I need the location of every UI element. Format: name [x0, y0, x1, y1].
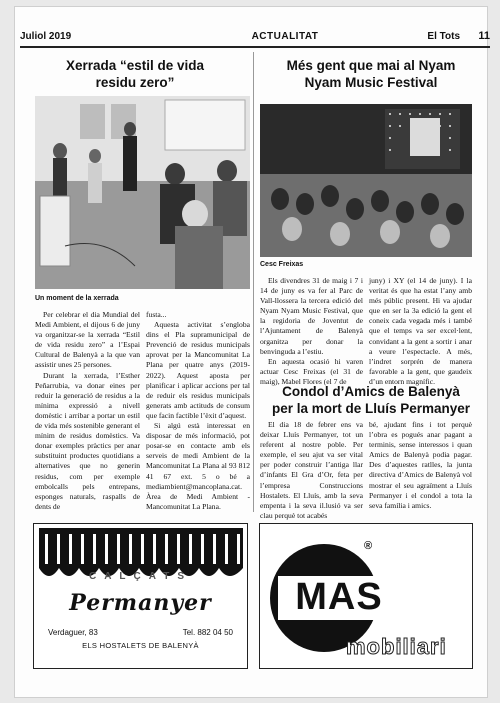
ad-permanyer: [33, 523, 248, 669]
article2-column1: Els divendres 31 de maig i 7 i 14 de juny es va fer al Parc de Vall-llossera la tercera edició del Nyam Nyam Music Festival, que la regidoria de Joventut de l’Ajuntament de Balenyà organitza per donar la benvinguda a l’estiu. En aquesta ocasió hi varen actuar Cesc Freixas (el 31 de maig), Mabel Flores (el 7 de: [260, 276, 363, 386]
article-title-music-festival: Més gent que mai al Nyam Nyam Music Festival: [286, 58, 456, 90]
mas-brand: MAS: [295, 576, 383, 618]
ad-town: ELS HOSTALETS DE BALENYÀ: [82, 641, 199, 650]
page-header: [20, 28, 490, 44]
ad-address: Verdaguer, 83: [48, 628, 98, 637]
ad-phone: Tel. 882 04 50: [182, 628, 233, 637]
article-title-condolence: Condol d’Amics de Balenyà per la mort de Lluís Permanyer: [271, 384, 471, 416]
photo-caption-talk: Un moment de la xerrada: [35, 295, 119, 302]
issue-date: Juliol 2019: [20, 30, 72, 42]
article1-column1: Per celebrar el dia Mundial del Medi Ambient, el dijous 6 de juny va organitzar-se la xerrada “Estil de vida residu zero” a l’Espai Cultural de Balenyà a la que van assistir unes 25 persones. Durant la xerrada, l’Esther Peñarrubia, va donar eines per reduir la generació de residus a la mínima expressió a nivell domèstic i arribar a portar un estil de vida més sostenible generant el mínim de residus domèstics. Va donar exemples pràctics per anar substituint productes quotidians a alternatives que no generin residus, com per exemple embolcalls pels entrepans, esponges naturals, raspalls de dents de: [35, 310, 140, 511]
header-rule: [20, 46, 490, 48]
article3-column2: bé, ajudant fins i tot perquè l’obra es pogués anar pagant a terminis, sense interessos i quan Amics de Balenyà podia pagar. Des d’aquestes ratlles, la junta directiva d’Amics de Balenyà vol mostrar el seu agraïment a Lluís Permanyer i el condol a tota la seva família i amics.: [369, 420, 472, 510]
permanyer-brand: Permanyer: [69, 590, 212, 616]
page-number: 11: [478, 30, 490, 42]
registered-mark: ®: [364, 540, 373, 552]
awning-text: CALÇATS: [88, 571, 193, 582]
section-name: ACTUALITAT: [251, 30, 319, 42]
article3-column1: El dia 18 de febrer ens va deixar Lluís Permanyer, tot un referent al nostre poble. Per exemple, el seu ajut va ser vital per poder construir l’antiga llar d’infants El Gra d’Or, feta per l’empresa Construccions Hostalets. El Lluís, amb la seva empenta i la seva il.lusió va ser clau perquè tot acabés: [260, 420, 363, 520]
ad-mas-mobiliari: [259, 523, 473, 669]
column-divider: [253, 52, 254, 512]
photo-caption-concert: Cesc Freixas: [260, 261, 304, 268]
photo-concert: [260, 104, 472, 257]
ad-contact-row: [48, 628, 233, 637]
article1-column2: fusta... Aquesta activitat s’engloba dins el Pla supramunicipal de Prevenció de residus municipals aprovat per la Mancomunitat La Plana per quatre anys (2019-2022). Aquest aposta per planificar i aplicar accions per tal de reduir els residus municipals generats amb actituds de consum que facin factible l’èxit d’aquest. Si algú està interessat en disposar de més informació, pot posar-se en contacte amb els serveis de medi Ambient de la Mancomunitat La Plana al 93 812 41 67 ext. 5 o bé a mediambient@mancoplana.cat. Àrea de Medi Ambient - Mancomunitat La Plana.: [146, 310, 250, 511]
mobiliari-tagline: mobiliari: [346, 634, 447, 659]
publication-name: El Tots: [427, 30, 460, 42]
photo-talk: [35, 96, 250, 289]
article2-column2: juny) i XY (el 14 de juny). I la veritat és que ha estat l’any amb més públic present. Hi va ajudar que en ser la 3a edició la gent el coneix cada vegada més i també que el temps va ser excel·lent, convidant a la gent a sortir i anar a veure l’espectacle. A més, l’indret sorprén de manera favorable a la gent, que gaudeix d’un entorn magnífic.: [369, 276, 472, 386]
article-title-zero-waste: Xerrada “estil de vida residu zero”: [65, 58, 205, 90]
